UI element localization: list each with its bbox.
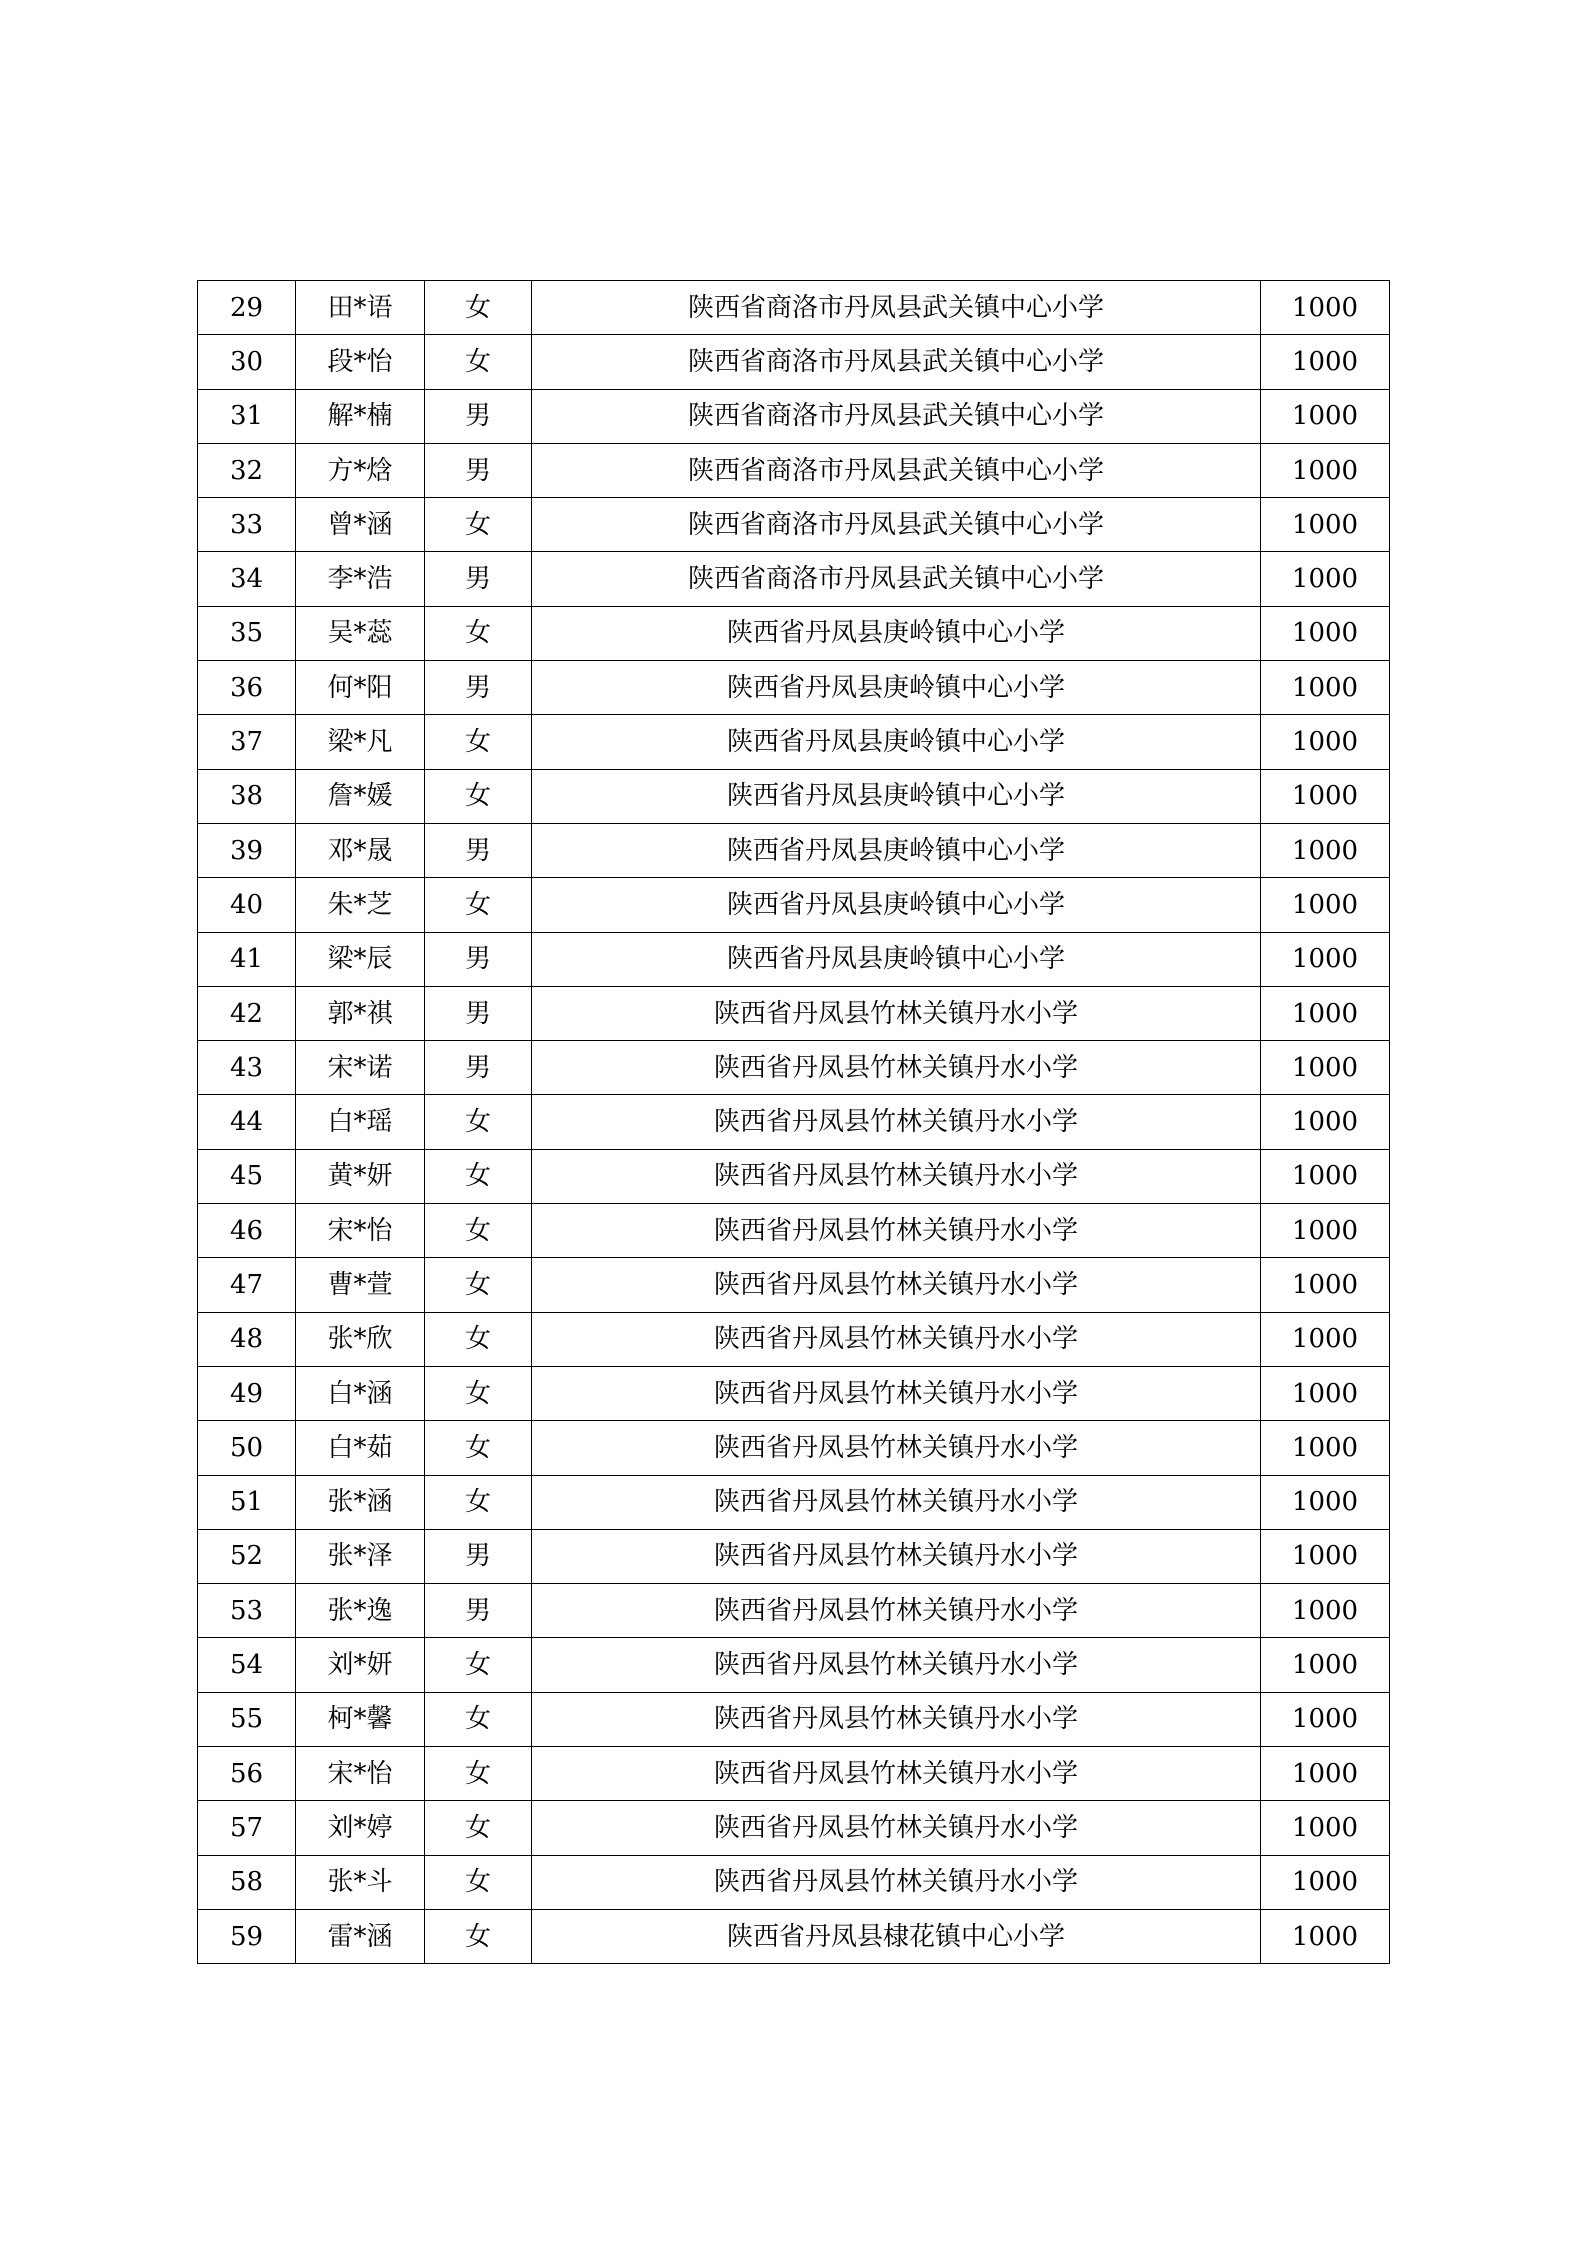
row-number-cell: 48 — [198, 1312, 296, 1366]
gender-cell: 男 — [425, 1041, 532, 1095]
table-row — [198, 389, 1390, 443]
school-cell: 陕西省丹凤县竹林关镇丹水小学 — [532, 1421, 1261, 1475]
row-number-cell: 29 — [198, 281, 296, 335]
table-row — [198, 932, 1390, 986]
amount-cell: 1000 — [1261, 1584, 1390, 1638]
school-cell: 陕西省商洛市丹凤县武关镇中心小学 — [532, 498, 1261, 552]
school-cell: 陕西省丹凤县庚岭镇中心小学 — [532, 823, 1261, 877]
table-row — [198, 1747, 1390, 1801]
gender-cell: 男 — [425, 552, 532, 606]
student-name-cell: 黄*妍 — [296, 1149, 425, 1203]
row-number-cell: 49 — [198, 1366, 296, 1420]
student-name-cell: 宋*怡 — [296, 1204, 425, 1258]
school-cell: 陕西省丹凤县棣花镇中心小学 — [532, 1909, 1261, 1963]
gender-cell: 女 — [425, 1638, 532, 1692]
gender-cell: 女 — [425, 1258, 532, 1312]
gender-cell: 女 — [425, 769, 532, 823]
amount-cell: 1000 — [1261, 769, 1390, 823]
amount-cell: 1000 — [1261, 1366, 1390, 1420]
school-cell: 陕西省丹凤县庚岭镇中心小学 — [532, 932, 1261, 986]
amount-cell: 1000 — [1261, 1204, 1390, 1258]
gender-cell: 男 — [425, 1584, 532, 1638]
school-cell: 陕西省丹凤县竹林关镇丹水小学 — [532, 1258, 1261, 1312]
row-number-cell: 40 — [198, 878, 296, 932]
table-row — [198, 1204, 1390, 1258]
table-row — [198, 1909, 1390, 1963]
amount-cell: 1000 — [1261, 1041, 1390, 1095]
table-row — [198, 443, 1390, 497]
gender-cell: 女 — [425, 1095, 532, 1149]
amount-cell: 1000 — [1261, 1475, 1390, 1529]
amount-cell: 1000 — [1261, 1312, 1390, 1366]
gender-cell: 男 — [425, 986, 532, 1040]
row-number-cell: 46 — [198, 1204, 296, 1258]
student-name-cell: 宋*怡 — [296, 1747, 425, 1801]
gender-cell: 女 — [425, 878, 532, 932]
school-cell: 陕西省丹凤县庚岭镇中心小学 — [532, 606, 1261, 660]
student-name-cell: 刘*婷 — [296, 1801, 425, 1855]
row-number-cell: 39 — [198, 823, 296, 877]
row-number-cell: 52 — [198, 1529, 296, 1583]
table-row — [198, 1312, 1390, 1366]
amount-cell: 1000 — [1261, 986, 1390, 1040]
table-row — [198, 281, 1390, 335]
school-cell: 陕西省商洛市丹凤县武关镇中心小学 — [532, 552, 1261, 606]
row-number-cell: 57 — [198, 1801, 296, 1855]
table-row — [198, 1692, 1390, 1746]
gender-cell: 女 — [425, 1149, 532, 1203]
school-cell: 陕西省商洛市丹凤县武关镇中心小学 — [532, 335, 1261, 389]
school-cell: 陕西省丹凤县竹林关镇丹水小学 — [532, 1312, 1261, 1366]
gender-cell: 女 — [425, 1204, 532, 1258]
gender-cell: 女 — [425, 1366, 532, 1420]
row-number-cell: 51 — [198, 1475, 296, 1529]
gender-cell: 女 — [425, 1747, 532, 1801]
table-row — [198, 715, 1390, 769]
school-cell: 陕西省丹凤县竹林关镇丹水小学 — [532, 1747, 1261, 1801]
amount-cell: 1000 — [1261, 878, 1390, 932]
student-name-cell: 曹*萱 — [296, 1258, 425, 1312]
student-name-cell: 梁*凡 — [296, 715, 425, 769]
student-name-cell: 张*泽 — [296, 1529, 425, 1583]
student-name-cell: 梁*辰 — [296, 932, 425, 986]
school-cell: 陕西省丹凤县竹林关镇丹水小学 — [532, 1529, 1261, 1583]
student-name-cell: 张*欣 — [296, 1312, 425, 1366]
row-number-cell: 58 — [198, 1855, 296, 1909]
school-cell: 陕西省丹凤县庚岭镇中心小学 — [532, 769, 1261, 823]
gender-cell: 女 — [425, 335, 532, 389]
student-name-cell: 白*瑶 — [296, 1095, 425, 1149]
row-number-cell: 56 — [198, 1747, 296, 1801]
amount-cell: 1000 — [1261, 498, 1390, 552]
table-row — [198, 1638, 1390, 1692]
amount-cell: 1000 — [1261, 606, 1390, 660]
gender-cell: 女 — [425, 1909, 532, 1963]
amount-cell: 1000 — [1261, 552, 1390, 606]
school-cell: 陕西省商洛市丹凤县武关镇中心小学 — [532, 389, 1261, 443]
table-row — [198, 878, 1390, 932]
school-cell: 陕西省丹凤县竹林关镇丹水小学 — [532, 1475, 1261, 1529]
gender-cell: 女 — [425, 1801, 532, 1855]
table-row — [198, 1855, 1390, 1909]
school-cell: 陕西省丹凤县庚岭镇中心小学 — [532, 715, 1261, 769]
table-row — [198, 1366, 1390, 1420]
school-cell: 陕西省丹凤县竹林关镇丹水小学 — [532, 1041, 1261, 1095]
student-name-cell: 张*逸 — [296, 1584, 425, 1638]
table-row — [198, 661, 1390, 715]
student-name-cell: 郭*祺 — [296, 986, 425, 1040]
table-row — [198, 1801, 1390, 1855]
student-name-cell: 李*浩 — [296, 552, 425, 606]
gender-cell: 男 — [425, 389, 532, 443]
student-name-cell: 方*焓 — [296, 443, 425, 497]
amount-cell: 1000 — [1261, 823, 1390, 877]
school-cell: 陕西省丹凤县竹林关镇丹水小学 — [532, 1366, 1261, 1420]
table-row — [198, 1529, 1390, 1583]
gender-cell: 男 — [425, 932, 532, 986]
gender-cell: 女 — [425, 498, 532, 552]
student-name-cell: 解*楠 — [296, 389, 425, 443]
row-number-cell: 34 — [198, 552, 296, 606]
row-number-cell: 35 — [198, 606, 296, 660]
row-number-cell: 53 — [198, 1584, 296, 1638]
row-number-cell: 37 — [198, 715, 296, 769]
table-row — [198, 1258, 1390, 1312]
student-name-cell: 詹*媛 — [296, 769, 425, 823]
table-row — [198, 606, 1390, 660]
school-cell: 陕西省商洛市丹凤县武关镇中心小学 — [532, 281, 1261, 335]
student-name-cell: 白*茹 — [296, 1421, 425, 1475]
amount-cell: 1000 — [1261, 661, 1390, 715]
student-name-cell: 邓*晟 — [296, 823, 425, 877]
row-number-cell: 45 — [198, 1149, 296, 1203]
school-cell: 陕西省丹凤县竹林关镇丹水小学 — [532, 1584, 1261, 1638]
row-number-cell: 31 — [198, 389, 296, 443]
row-number-cell: 30 — [198, 335, 296, 389]
student-name-cell: 刘*妍 — [296, 1638, 425, 1692]
amount-cell: 1000 — [1261, 1638, 1390, 1692]
table-row — [198, 1041, 1390, 1095]
school-cell: 陕西省丹凤县竹林关镇丹水小学 — [532, 1149, 1261, 1203]
row-number-cell: 55 — [198, 1692, 296, 1746]
table-row — [198, 1475, 1390, 1529]
amount-cell: 1000 — [1261, 1692, 1390, 1746]
school-cell: 陕西省丹凤县竹林关镇丹水小学 — [532, 1204, 1261, 1258]
student-name-cell: 雷*涵 — [296, 1909, 425, 1963]
school-cell: 陕西省丹凤县庚岭镇中心小学 — [532, 878, 1261, 932]
amount-cell: 1000 — [1261, 932, 1390, 986]
student-roster-table — [197, 280, 1390, 1964]
amount-cell: 1000 — [1261, 715, 1390, 769]
student-name-cell: 张*斗 — [296, 1855, 425, 1909]
school-cell: 陕西省丹凤县竹林关镇丹水小学 — [532, 1855, 1261, 1909]
row-number-cell: 44 — [198, 1095, 296, 1149]
table-row — [198, 1421, 1390, 1475]
amount-cell: 1000 — [1261, 389, 1390, 443]
amount-cell: 1000 — [1261, 1095, 1390, 1149]
amount-cell: 1000 — [1261, 281, 1390, 335]
school-cell: 陕西省丹凤县竹林关镇丹水小学 — [532, 1692, 1261, 1746]
roster-table-body — [198, 281, 1390, 1964]
row-number-cell: 54 — [198, 1638, 296, 1692]
amount-cell: 1000 — [1261, 335, 1390, 389]
gender-cell: 女 — [425, 1855, 532, 1909]
amount-cell: 1000 — [1261, 1529, 1390, 1583]
row-number-cell: 43 — [198, 1041, 296, 1095]
table-row — [198, 1149, 1390, 1203]
gender-cell: 女 — [425, 281, 532, 335]
gender-cell: 男 — [425, 443, 532, 497]
student-name-cell: 吴*蕊 — [296, 606, 425, 660]
amount-cell: 1000 — [1261, 1421, 1390, 1475]
student-name-cell: 段*怡 — [296, 335, 425, 389]
gender-cell: 女 — [425, 1312, 532, 1366]
amount-cell: 1000 — [1261, 443, 1390, 497]
row-number-cell: 36 — [198, 661, 296, 715]
table-row — [198, 769, 1390, 823]
amount-cell: 1000 — [1261, 1909, 1390, 1963]
table-row — [198, 986, 1390, 1040]
table-row — [198, 552, 1390, 606]
gender-cell: 女 — [425, 1475, 532, 1529]
student-name-cell: 张*涵 — [296, 1475, 425, 1529]
gender-cell: 女 — [425, 1421, 532, 1475]
row-number-cell: 41 — [198, 932, 296, 986]
student-name-cell: 何*阳 — [296, 661, 425, 715]
school-cell: 陕西省丹凤县竹林关镇丹水小学 — [532, 1095, 1261, 1149]
row-number-cell: 32 — [198, 443, 296, 497]
row-number-cell: 42 — [198, 986, 296, 1040]
student-name-cell: 柯*馨 — [296, 1692, 425, 1746]
gender-cell: 男 — [425, 823, 532, 877]
gender-cell: 男 — [425, 661, 532, 715]
gender-cell: 女 — [425, 715, 532, 769]
gender-cell: 女 — [425, 606, 532, 660]
student-name-cell: 白*涵 — [296, 1366, 425, 1420]
school-cell: 陕西省丹凤县庚岭镇中心小学 — [532, 661, 1261, 715]
school-cell: 陕西省丹凤县竹林关镇丹水小学 — [532, 986, 1261, 1040]
school-cell: 陕西省商洛市丹凤县武关镇中心小学 — [532, 443, 1261, 497]
amount-cell: 1000 — [1261, 1747, 1390, 1801]
table-row — [198, 1095, 1390, 1149]
row-number-cell: 59 — [198, 1909, 296, 1963]
table-row — [198, 498, 1390, 552]
school-cell: 陕西省丹凤县竹林关镇丹水小学 — [532, 1801, 1261, 1855]
table-row — [198, 823, 1390, 877]
amount-cell: 1000 — [1261, 1855, 1390, 1909]
student-name-cell: 朱*芝 — [296, 878, 425, 932]
row-number-cell: 38 — [198, 769, 296, 823]
table-row — [198, 1584, 1390, 1638]
school-cell: 陕西省丹凤县竹林关镇丹水小学 — [532, 1638, 1261, 1692]
student-name-cell: 曾*涵 — [296, 498, 425, 552]
gender-cell: 男 — [425, 1529, 532, 1583]
gender-cell: 女 — [425, 1692, 532, 1746]
amount-cell: 1000 — [1261, 1258, 1390, 1312]
row-number-cell: 33 — [198, 498, 296, 552]
row-number-cell: 50 — [198, 1421, 296, 1475]
row-number-cell: 47 — [198, 1258, 296, 1312]
student-name-cell: 宋*诺 — [296, 1041, 425, 1095]
table-row — [198, 335, 1390, 389]
student-name-cell: 田*语 — [296, 281, 425, 335]
amount-cell: 1000 — [1261, 1801, 1390, 1855]
amount-cell: 1000 — [1261, 1149, 1390, 1203]
